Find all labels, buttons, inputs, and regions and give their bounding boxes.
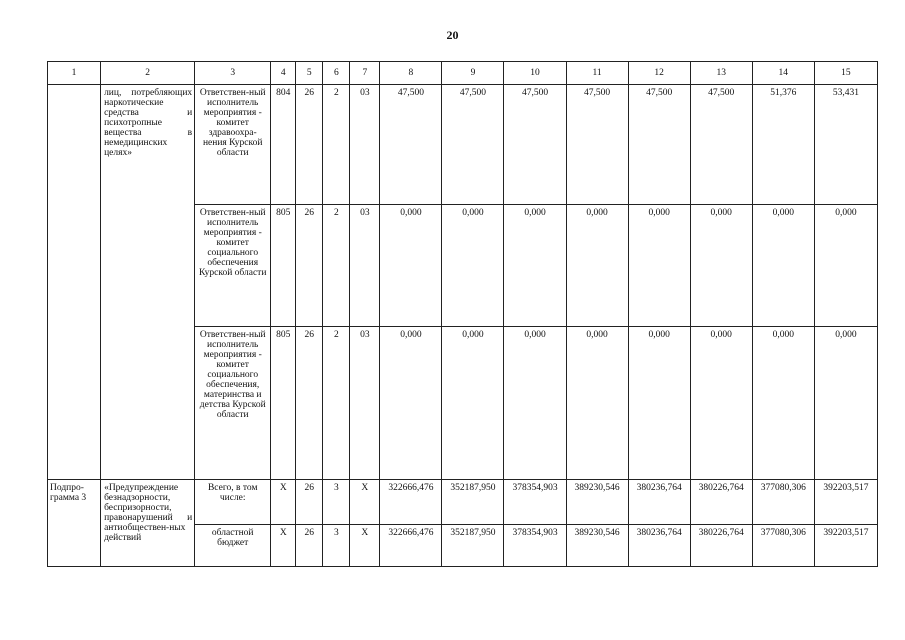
value-cell: 0,000	[380, 327, 442, 480]
value-cell: 0,000	[442, 327, 504, 480]
code-cell: 03	[350, 205, 380, 327]
value-cell: 392203,517	[814, 525, 877, 567]
value-cell: 0,000	[690, 205, 752, 327]
header-cell: 7	[350, 62, 380, 85]
value-cell: 380236,764	[628, 480, 690, 525]
executor-cell: областной бюджет	[195, 525, 271, 567]
value-cell: 47,500	[690, 85, 752, 205]
value-cell: 378354,903	[504, 525, 566, 567]
value-cell: 380236,764	[628, 525, 690, 567]
subprogram-cell: Подпро-грамма 3	[48, 480, 101, 567]
code-cell: X	[271, 525, 296, 567]
code-cell: 805	[271, 327, 296, 480]
header-cell: 13	[690, 62, 752, 85]
value-cell: 0,000	[814, 205, 877, 327]
value-cell: 47,500	[504, 85, 566, 205]
value-cell: 0,000	[690, 327, 752, 480]
executor-cell: Ответствен-ный исполнитель мероприятия - комитет здравоохра-нения Курской области	[195, 85, 271, 205]
value-cell: 47,500	[442, 85, 504, 205]
header-cell: 14	[752, 62, 814, 85]
value-cell: 47,500	[380, 85, 442, 205]
value-cell: 389230,546	[566, 525, 628, 567]
value-cell: 377080,306	[752, 480, 814, 525]
measure-name-cell: лиц, потребляющих наркотические средства и психотропные вещества в немедицинских целях»	[101, 85, 195, 480]
executor-cell: Всего, в том числе:	[195, 480, 271, 525]
code-cell: 3	[323, 480, 350, 525]
executor-cell: Ответствен-ный исполнитель мероприятия - комитет социального обеспечения Курской области	[195, 205, 271, 327]
code-cell: 2	[323, 327, 350, 480]
value-cell: 378354,903	[504, 480, 566, 525]
value-cell: 0,000	[566, 327, 628, 480]
value-cell: 322666,476	[380, 480, 442, 525]
value-cell: 0,000	[504, 327, 566, 480]
subprogram-name-cell: «Предупреждение безнадзорности, беспризорности, правонарушений и антиобществен-ных действий	[101, 480, 195, 567]
value-cell: 0,000	[628, 205, 690, 327]
header-cell: 1	[48, 62, 101, 85]
code-cell: 3	[323, 525, 350, 567]
value-cell: 0,000	[504, 205, 566, 327]
value-cell: 322666,476	[380, 525, 442, 567]
value-cell: 380226,764	[690, 480, 752, 525]
header-cell: 11	[566, 62, 628, 85]
code-cell: 2	[323, 205, 350, 327]
value-cell: 0,000	[566, 205, 628, 327]
code-cell: 804	[271, 85, 296, 205]
header-cell: 8	[380, 62, 442, 85]
value-cell: 0,000	[752, 327, 814, 480]
header-row	[48, 62, 878, 85]
row-number-cell	[48, 85, 101, 480]
value-cell: 51,376	[752, 85, 814, 205]
header-cell: 6	[323, 62, 350, 85]
code-cell: X	[271, 480, 296, 525]
page-number: 20	[446, 28, 459, 42]
value-cell: 47,500	[566, 85, 628, 205]
code-cell: 26	[296, 85, 323, 205]
code-cell: X	[350, 525, 380, 567]
value-cell: 47,500	[628, 85, 690, 205]
budget-table	[47, 61, 878, 567]
value-cell: 377080,306	[752, 525, 814, 567]
header-cell: 2	[101, 62, 195, 85]
code-cell: 03	[350, 85, 380, 205]
value-cell: 0,000	[628, 327, 690, 480]
value-cell: 392203,517	[814, 480, 877, 525]
value-cell: 0,000	[442, 205, 504, 327]
header-cell: 3	[195, 62, 271, 85]
code-cell: 26	[296, 525, 323, 567]
value-cell: 0,000	[752, 205, 814, 327]
code-cell: 805	[271, 205, 296, 327]
value-cell: 53,431	[814, 85, 877, 205]
header-cell: 4	[271, 62, 296, 85]
executor-cell: Ответствен-ный исполнитель мероприятия - комитет социального обеспечения, материнства и детства Курской области	[195, 327, 271, 480]
value-cell: 0,000	[380, 205, 442, 327]
value-cell: 389230,546	[566, 480, 628, 525]
code-cell: 26	[296, 480, 323, 525]
value-cell: 352187,950	[442, 480, 504, 525]
header-cell: 10	[504, 62, 566, 85]
code-cell: 2	[323, 85, 350, 205]
value-cell: 380226,764	[690, 525, 752, 567]
header-cell: 9	[442, 62, 504, 85]
header-cell: 15	[814, 62, 877, 85]
header-cell: 12	[628, 62, 690, 85]
table-row	[48, 480, 878, 525]
value-cell: 352187,950	[442, 525, 504, 567]
code-cell: 26	[296, 205, 323, 327]
code-cell: X	[350, 480, 380, 525]
table-row	[48, 85, 878, 205]
header-cell: 5	[296, 62, 323, 85]
code-cell: 26	[296, 327, 323, 480]
value-cell: 0,000	[814, 327, 877, 480]
code-cell: 03	[350, 327, 380, 480]
